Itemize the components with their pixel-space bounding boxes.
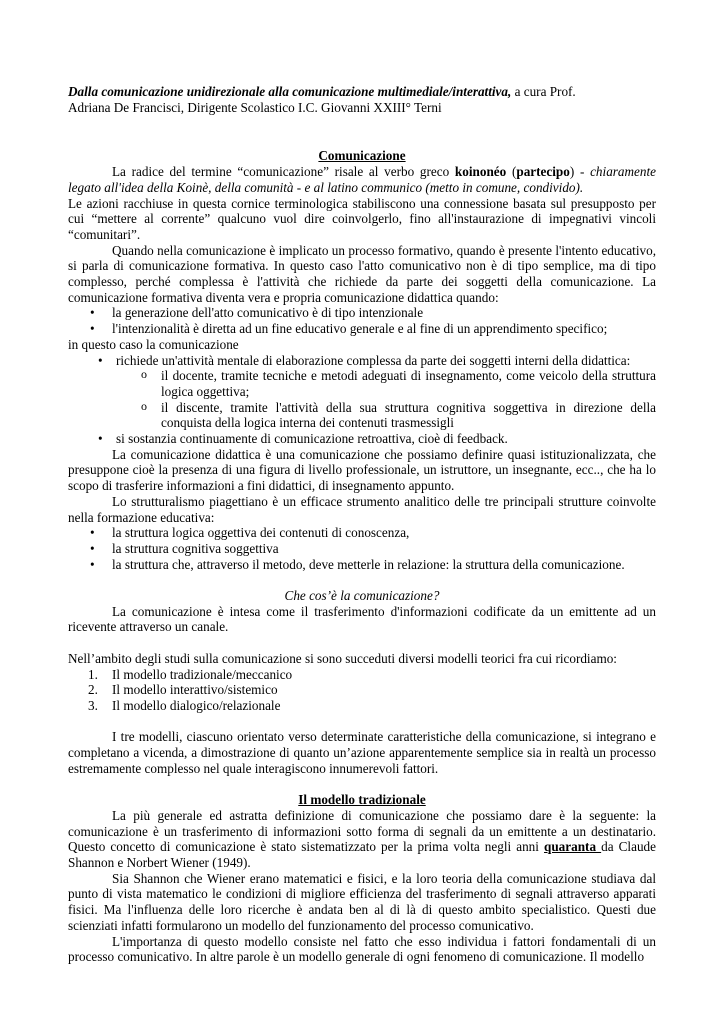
paragraph: in questo caso la comunicazione	[68, 336, 239, 352]
list-item: 3. Il modello dialogico/relazionale	[88, 697, 281, 713]
title-rest: a cura Prof.	[511, 84, 576, 99]
list-item: 2. Il modello interattivo/sistemico	[88, 682, 278, 698]
spacer	[68, 635, 656, 651]
paragraph: L'importanza di questo modello consiste nel fatto che esso individua i fattori fondamentali di un processo comunicativo. In altre parole è un modello generale di ogni fenomeno di comunicazione. Il modello	[68, 933, 656, 965]
paragraph: Le azioni racchiuse in questa cornice terminologica stabiliscono una connessione basata sul presupposto per cui “mettere al corrente” qualcuno vuol dire coinvolgerlo, fino all'instaurazione di impegnativi vincoli “comunitari”.	[68, 195, 656, 242]
bullet-list	[68, 353, 656, 447]
list-item: • richiede un'attività mentale di elaborazione complessa da parte dei soggetti interni della didattica:	[68, 353, 656, 369]
section-heading-modello-tradizionale: Il modello tradizionale	[298, 792, 426, 808]
bullet-list	[68, 305, 656, 336]
paragraph: I tre modelli, ciascuno orientato verso determinate caratteristiche della comunicazione, si integrano e completano a vicenda, a dimostrazione di quanto un’azione apparentemente semplice sia in realtà un processo estremamente complesso nel quale interagiscono innumerevoli fattori.	[68, 729, 656, 776]
author-line: Adriana De Francisci, Dirigente Scolastico I.C. Giovanni XXIII° Terni	[68, 99, 442, 115]
paragraph: Quando nella comunicazione è implicato un processo formativo, quando è presente l'intento educativo, si parla di comunicazione formativa. In questo caso l'atto comunicativo non è di tipo semplice, ma di tipo complesso, perché complessa è l'attività che richiede da parte dei soggetti della comunicazione. La comunicazione formativa diventa vera e propria comunicazione didattica quando:	[68, 242, 656, 305]
paragraph: Sia Shannon che Wiener erano matematici e fisici, e la loro teoria della comunicazione studiava dal punto di vista matematico le condizioni di migliore efficienza del trasferimento di segnali attraverso apparati fisici. Ma l'influenza delle loro ricerche è andata ben al di là di questo ambito specialistico. Questi due scienziati infatti formularono un modello del funzionamento del processo comunicativo.	[68, 870, 656, 933]
document-title	[68, 84, 656, 100]
sub-list-item: o il discente, tramite l'attività della sua struttura cognitiva soggettiva in direzione della conquista della logica interna dei contenuti trasmessigli	[68, 400, 656, 431]
numbered-list	[68, 667, 656, 714]
section-heading-cosa-comunicazione: Che cos’è la comunicazione?	[284, 588, 440, 604]
section-heading-comunicazione: Comunicazione	[318, 148, 406, 164]
list-item: • la struttura logica oggettiva dei contenuti di conoscenza,	[68, 525, 656, 541]
list-item: • la generazione dell'atto comunicativo è di tipo intenzionale	[68, 305, 656, 321]
list-item: • la struttura che, attraverso il metodo, deve metterle in relazione: la struttura della comunicazione.	[68, 557, 656, 573]
sub-list-item: o il docente, tramite tecniche e metodi adeguati di insegnamento, come veicolo della struttura logica oggettiva;	[68, 368, 656, 399]
spacer	[68, 714, 656, 730]
spacer	[68, 776, 656, 792]
list-item: • la struttura cognitiva soggettiva	[68, 541, 656, 557]
spacer	[68, 572, 656, 588]
paragraph: La più generale ed astratta definizione di comunicazione che possiamo dare è la seguente: la comunicazione è un trasferimento di informazioni sotto forma di segnali da un emittente a un destinatario. Questo concetto di comunicazione è stato sistematizzato per la prima volta negli anni quaranta da Claude Shannon e Norbert Wiener (1949).	[68, 807, 656, 870]
list-item: • l'intenzionalità è diretta ad un fine educativo generale e al fine di un apprendimento specifico;	[68, 321, 656, 337]
paragraph: La comunicazione è intesa come il trasferimento d'informazioni codificate da un emittente ad un ricevente attraverso un canale.	[68, 603, 656, 635]
paragraph: La comunicazione didattica è una comunicazione che possiamo definire quasi istituzionalizzata, che presuppone cioè la presenza di una figura di livello professionale, un istruttore, un insegnante, ecc.., che ha lo scopo di trasferire informazioni a fini didattici, di insegnamento appunto.	[68, 446, 656, 494]
paragraph: Lo strutturalismo piagettiano è un efficace strumento analitico delle tre principali strutture coinvolte nella formazione educativa:	[68, 493, 656, 525]
paragraph: La radice del termine “comunicazione” risale al verbo greco koinonéo (partecipo) - chiaramente legato all'idea della Koinè, della comunità - e al latino communico (metto in comune, condivido).	[68, 164, 656, 195]
title-italic: Dalla comunicazione unidirezionale alla comunicazione multimediale/interattiva,	[68, 84, 512, 99]
paragraph: Nell’ambito degli studi sulla comunicazione si sono succeduti diversi modelli teorici fra cui ricordiamo:	[68, 650, 617, 666]
spacer	[68, 115, 656, 148]
bullet-list	[68, 525, 656, 572]
list-item: • si sostanzia continuamente di comunicazione retroattiva, cioè di feedback.	[68, 431, 656, 447]
list-item: 1. Il modello tradizionale/meccanico	[88, 666, 293, 682]
